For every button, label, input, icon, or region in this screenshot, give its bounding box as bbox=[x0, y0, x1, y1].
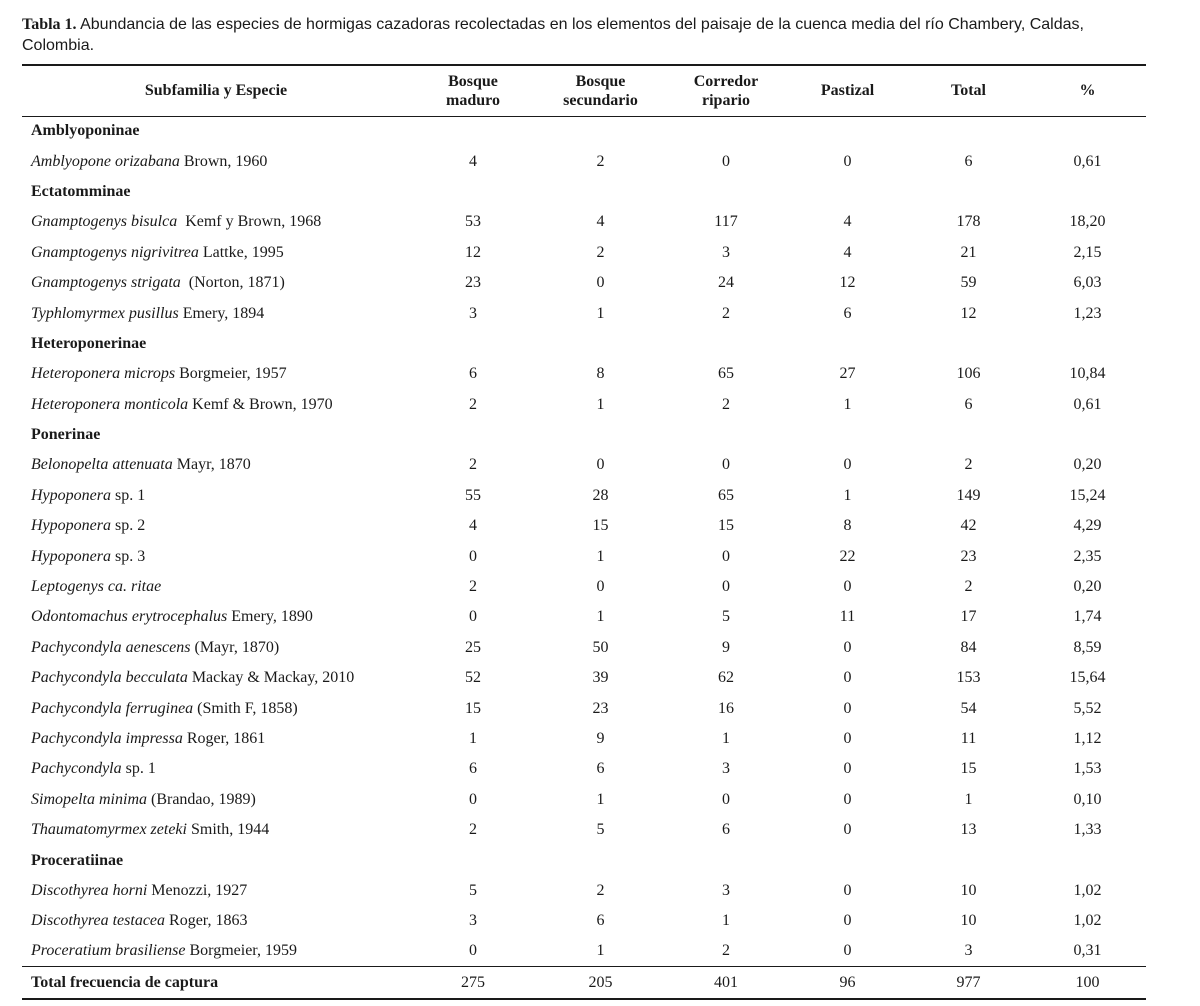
value-cell: 153 bbox=[956, 669, 981, 687]
value-cell: 0,31 bbox=[1073, 942, 1102, 960]
species-author: sp. 2 bbox=[110, 517, 146, 535]
species-name: Discothyrea testacea bbox=[31, 912, 166, 930]
value-cell: 62 bbox=[718, 669, 734, 687]
value-cell: 0 bbox=[843, 456, 852, 474]
header-line: Bosque bbox=[575, 72, 626, 90]
value-cell: 0,61 bbox=[1073, 152, 1102, 170]
species-name: Heteroponera microps bbox=[31, 365, 176, 383]
value-cell: 0 bbox=[722, 790, 730, 808]
value-cell: 24 bbox=[718, 274, 734, 292]
table-row bbox=[22, 937, 1146, 967]
species-cell bbox=[22, 541, 410, 571]
value-cell: 0 bbox=[843, 638, 852, 656]
species-name: Pachycondyla impressa bbox=[31, 730, 183, 747]
value-cell: 0 bbox=[843, 699, 852, 717]
total-cell: 205 bbox=[536, 967, 665, 999]
value-cell: 4 bbox=[469, 517, 477, 535]
header-percent bbox=[1029, 65, 1146, 116]
species-author: sp. 1 bbox=[110, 486, 146, 504]
value-cell: 0 bbox=[843, 942, 852, 960]
value-cell: 12 bbox=[960, 304, 977, 322]
species-author: Emery, 1890 bbox=[227, 608, 313, 626]
value-cell: 0 bbox=[843, 669, 852, 687]
header-bosque-maduro bbox=[410, 65, 536, 116]
value-cell: 6 bbox=[964, 395, 973, 413]
value-cell: 55 bbox=[465, 486, 481, 504]
species-name: Simopelta minima bbox=[31, 790, 147, 808]
table-row bbox=[22, 754, 1146, 784]
species-name: Pachycondyla bbox=[31, 760, 122, 778]
species-name: Hypoponera bbox=[31, 486, 111, 504]
species-cell bbox=[22, 693, 410, 723]
header-line: Corredor bbox=[693, 72, 759, 90]
species-name: Discothyrea horni bbox=[31, 881, 148, 899]
value-cell: 2 bbox=[964, 578, 973, 596]
value-cell: 3 bbox=[964, 942, 973, 960]
value-cell: 15,64 bbox=[1069, 669, 1106, 687]
header-bosque-secundario bbox=[536, 65, 665, 116]
species-cell bbox=[22, 724, 410, 754]
species-cell bbox=[22, 359, 410, 389]
species-author: (Brandao, 1989) bbox=[147, 790, 256, 808]
value-cell: 1,02 bbox=[1073, 912, 1102, 930]
table-row bbox=[22, 238, 1146, 268]
table-row bbox=[22, 207, 1146, 237]
value-cell: 59 bbox=[960, 274, 977, 292]
table-row bbox=[22, 602, 1146, 632]
total-cell: 275 bbox=[410, 967, 536, 999]
value-cell: 1,74 bbox=[1073, 608, 1102, 626]
table-row bbox=[22, 633, 1146, 663]
species-cell bbox=[22, 450, 410, 480]
species-cell bbox=[22, 207, 410, 237]
species-cell bbox=[22, 663, 410, 693]
value-cell: 4 bbox=[469, 152, 477, 170]
value-cell: 28 bbox=[592, 486, 609, 504]
species-name: Belonopelta attenuata bbox=[31, 456, 173, 474]
abundance-table bbox=[22, 64, 1146, 1000]
subfamily-label: Proceratiinae bbox=[31, 851, 124, 869]
value-cell: 5,52 bbox=[1073, 699, 1102, 717]
subfamily-row bbox=[22, 329, 1146, 359]
header-line: Subfamilia y Especie bbox=[144, 82, 288, 100]
species-cell bbox=[22, 937, 410, 967]
table-footer bbox=[22, 967, 1146, 999]
value-cell: 0 bbox=[469, 790, 477, 808]
table-row bbox=[22, 146, 1146, 176]
species-author: Kemf y Brown, 1968 bbox=[177, 213, 322, 231]
table-row bbox=[22, 876, 1146, 906]
species-name: Amblyopone orizabana bbox=[31, 152, 180, 170]
value-cell: 2,15 bbox=[1073, 243, 1102, 261]
table-row bbox=[22, 268, 1146, 298]
header-line: Bosque bbox=[448, 72, 498, 90]
species-cell bbox=[22, 572, 410, 602]
subfamily-row bbox=[22, 177, 1146, 207]
value-cell: 0 bbox=[596, 578, 605, 596]
value-cell: 0 bbox=[843, 760, 852, 778]
species-author: (Norton, 1871) bbox=[180, 274, 285, 292]
value-cell: 22 bbox=[839, 547, 856, 565]
value-cell: 1 bbox=[596, 547, 605, 565]
value-cell: 0 bbox=[843, 790, 852, 808]
value-cell: 106 bbox=[956, 365, 981, 383]
value-cell: 0 bbox=[722, 152, 730, 170]
subfamily-label: Heteroponerinae bbox=[31, 334, 147, 352]
total-cell: 96 bbox=[787, 967, 908, 999]
species-author: Roger, 1863 bbox=[165, 912, 248, 930]
value-cell: 2 bbox=[722, 942, 730, 960]
species-name: Odontomachus erytrocephalus bbox=[31, 608, 228, 626]
value-cell: 5 bbox=[722, 608, 730, 626]
species-name: Thaumatomyrmex zeteki bbox=[31, 821, 187, 839]
value-cell: 2 bbox=[596, 152, 605, 170]
value-cell: 1 bbox=[964, 790, 973, 808]
species-author: (Mayr, 1870) bbox=[190, 638, 280, 656]
value-cell: 12 bbox=[839, 274, 856, 292]
value-cell: 1 bbox=[596, 608, 605, 626]
value-cell: 25 bbox=[465, 638, 481, 656]
species-name: Heteroponera monticola bbox=[31, 395, 189, 413]
value-cell: 54 bbox=[960, 699, 977, 717]
value-cell: 3 bbox=[469, 912, 477, 930]
value-cell: 0 bbox=[843, 821, 852, 839]
value-cell: 1 bbox=[596, 790, 605, 808]
table-body bbox=[22, 116, 1146, 967]
value-cell: 0 bbox=[469, 608, 477, 626]
table-row bbox=[22, 724, 1146, 754]
value-cell: 3 bbox=[722, 881, 730, 899]
total-row bbox=[22, 967, 1146, 999]
species-name: Gnamptogenys strigata bbox=[31, 274, 181, 292]
value-cell: 52 bbox=[465, 669, 481, 687]
value-cell: 0 bbox=[596, 456, 605, 474]
species-author: Mayr, 1870 bbox=[172, 456, 251, 474]
subfamily-label: Amblyoponinae bbox=[31, 122, 140, 140]
species-name: Leptogenys ca. ritae bbox=[31, 578, 162, 596]
total-cell: 401 bbox=[665, 967, 787, 999]
value-cell: 6 bbox=[964, 152, 973, 170]
species-name: Pachycondyla becculata bbox=[31, 669, 188, 687]
value-cell: 13 bbox=[960, 821, 977, 839]
species-name: Hypoponera bbox=[31, 547, 111, 565]
total-cell: 100 bbox=[1029, 967, 1146, 999]
value-cell: 8 bbox=[843, 517, 852, 535]
value-cell: 0 bbox=[843, 730, 852, 747]
subfamily-row bbox=[22, 116, 1146, 146]
species-author: Mackay & Mackay, 2010 bbox=[187, 669, 355, 687]
value-cell: 1 bbox=[843, 395, 852, 413]
header-corredor-ripario bbox=[665, 65, 787, 116]
value-cell: 6 bbox=[722, 821, 730, 839]
value-cell: 6 bbox=[843, 304, 852, 322]
value-cell: 84 bbox=[960, 638, 977, 656]
value-cell: 2 bbox=[596, 881, 605, 899]
table-row bbox=[22, 450, 1146, 480]
value-cell: 0 bbox=[843, 881, 852, 899]
value-cell: 2 bbox=[469, 578, 477, 596]
table-row bbox=[22, 541, 1146, 571]
table-row bbox=[22, 693, 1146, 723]
value-cell: 1,12 bbox=[1073, 730, 1102, 747]
value-cell: 1,53 bbox=[1073, 760, 1102, 778]
species-cell bbox=[22, 238, 410, 268]
value-cell: 4 bbox=[843, 213, 852, 231]
species-name: Pachycondyla aenescens bbox=[31, 638, 191, 656]
value-cell: 0 bbox=[722, 456, 730, 474]
species-cell bbox=[22, 511, 410, 541]
value-cell: 11 bbox=[839, 608, 856, 626]
caption-text: Abundancia de las especies de hormigas cazadoras recolectadas en los elementos del paisaje de la cuenca media del río Chambery, Caldas, Colombia. bbox=[22, 16, 1084, 54]
value-cell: 2 bbox=[964, 456, 973, 474]
subfamily-label: Ponerinae bbox=[31, 426, 101, 444]
value-cell: 65 bbox=[718, 365, 734, 383]
value-cell: 2 bbox=[596, 243, 605, 261]
value-cell: 3 bbox=[722, 243, 730, 261]
subfamily-label: Ectatomminae bbox=[31, 182, 131, 200]
species-author: sp. 3 bbox=[110, 547, 146, 565]
species-cell bbox=[22, 815, 410, 845]
total-cell: 977 bbox=[908, 967, 1029, 999]
table-row bbox=[22, 298, 1146, 328]
value-cell: 0,10 bbox=[1073, 790, 1102, 808]
value-cell: 10 bbox=[960, 912, 977, 930]
value-cell: 9 bbox=[722, 638, 730, 656]
value-cell: 6 bbox=[596, 912, 605, 930]
table-row bbox=[22, 359, 1146, 389]
species-name: Gnamptogenys nigrivitrea bbox=[31, 243, 199, 261]
value-cell: 3 bbox=[469, 304, 477, 322]
header-line: ripario bbox=[702, 91, 750, 109]
value-cell: 117 bbox=[714, 213, 738, 231]
value-cell: 0 bbox=[469, 547, 477, 565]
total-label: Total frecuencia de captura bbox=[22, 967, 410, 999]
header-line: maduro bbox=[446, 91, 500, 109]
species-author: sp. 1 bbox=[121, 760, 156, 778]
species-author: Brown, 1960 bbox=[179, 152, 268, 170]
table-row bbox=[22, 511, 1146, 541]
value-cell: 18,20 bbox=[1069, 213, 1106, 231]
value-cell: 2 bbox=[469, 395, 477, 413]
value-cell: 42 bbox=[960, 517, 977, 535]
table-header bbox=[22, 65, 1146, 116]
value-cell: 1 bbox=[596, 395, 605, 413]
value-cell: 9 bbox=[596, 730, 605, 747]
value-cell: 0 bbox=[722, 547, 730, 565]
value-cell: 53 bbox=[465, 213, 481, 231]
value-cell: 0 bbox=[596, 274, 605, 292]
header-row bbox=[22, 65, 1146, 116]
value-cell: 149 bbox=[956, 486, 981, 504]
value-cell: 23 bbox=[592, 699, 609, 717]
value-cell: 2 bbox=[722, 304, 730, 322]
value-cell: 5 bbox=[596, 821, 605, 839]
value-cell: 4 bbox=[843, 243, 852, 261]
value-cell: 0 bbox=[843, 912, 852, 930]
value-cell: 3 bbox=[722, 760, 730, 778]
value-cell: 1,33 bbox=[1073, 821, 1102, 839]
value-cell: 1 bbox=[469, 730, 477, 747]
value-cell: 15 bbox=[718, 517, 734, 535]
species-name: Typhlomyrmex pusillus bbox=[31, 304, 179, 322]
value-cell: 12 bbox=[465, 243, 481, 261]
value-cell: 0,20 bbox=[1073, 578, 1102, 596]
value-cell: 1 bbox=[722, 912, 730, 930]
value-cell: 0 bbox=[843, 152, 852, 170]
species-cell bbox=[22, 146, 410, 176]
caption-label: Tabla 1. bbox=[22, 16, 77, 33]
species-name: Hypoponera bbox=[31, 517, 111, 535]
table-row bbox=[22, 390, 1146, 420]
value-cell: 23 bbox=[465, 274, 481, 292]
value-cell: 1 bbox=[596, 304, 605, 322]
value-cell: 15 bbox=[592, 517, 609, 535]
value-cell: 5 bbox=[469, 881, 477, 899]
value-cell: 23 bbox=[960, 547, 977, 565]
species-author: Emery, 1894 bbox=[178, 304, 265, 322]
subfamily-row bbox=[22, 845, 1146, 875]
value-cell: 0 bbox=[843, 578, 852, 596]
species-cell bbox=[22, 754, 410, 784]
species-cell bbox=[22, 268, 410, 298]
species-author: Lattke, 1995 bbox=[198, 243, 284, 261]
value-cell: 16 bbox=[718, 699, 734, 717]
value-cell: 39 bbox=[592, 669, 609, 687]
header-line: % bbox=[1079, 82, 1096, 100]
species-author: (Smith F, 1858) bbox=[193, 699, 298, 717]
species-author: Smith, 1944 bbox=[186, 821, 270, 839]
value-cell: 21 bbox=[960, 243, 977, 261]
species-name: Pachycondyla ferruginea bbox=[31, 699, 194, 717]
value-cell: 27 bbox=[839, 365, 856, 383]
value-cell: 1,23 bbox=[1073, 304, 1102, 322]
table-caption bbox=[22, 14, 1152, 56]
value-cell: 15 bbox=[465, 699, 481, 717]
value-cell: 1 bbox=[843, 486, 852, 504]
value-cell: 6,03 bbox=[1073, 274, 1102, 292]
species-cell bbox=[22, 602, 410, 632]
species-author: Kemf & Brown, 1970 bbox=[188, 395, 333, 413]
subfamily-row bbox=[22, 420, 1146, 450]
table-row bbox=[22, 785, 1146, 815]
header-subfamily-species bbox=[22, 65, 410, 116]
value-cell: 2 bbox=[469, 821, 477, 839]
species-cell bbox=[22, 298, 410, 328]
species-cell bbox=[22, 390, 410, 420]
value-cell: 8 bbox=[596, 365, 605, 383]
species-author: Borgmeier, 1957 bbox=[175, 365, 287, 383]
header-line: Pastizal bbox=[820, 82, 875, 100]
value-cell: 0,61 bbox=[1073, 395, 1102, 413]
value-cell: 10 bbox=[960, 881, 977, 899]
species-cell bbox=[22, 906, 410, 936]
table-row bbox=[22, 572, 1146, 602]
value-cell: 4 bbox=[596, 213, 605, 231]
value-cell: 2 bbox=[722, 395, 730, 413]
table-row bbox=[22, 663, 1146, 693]
table-row bbox=[22, 815, 1146, 845]
value-cell: 4,29 bbox=[1073, 517, 1102, 535]
value-cell: 17 bbox=[960, 608, 977, 626]
table-row bbox=[22, 481, 1146, 511]
species-name: Gnamptogenys bisulca bbox=[31, 213, 178, 231]
value-cell: 6 bbox=[469, 365, 477, 383]
value-cell: 15 bbox=[960, 760, 977, 778]
value-cell: 10,84 bbox=[1069, 365, 1106, 383]
species-cell bbox=[22, 481, 410, 511]
value-cell: 15,24 bbox=[1069, 486, 1106, 504]
value-cell: 1 bbox=[596, 942, 605, 960]
value-cell: 2 bbox=[469, 456, 477, 474]
value-cell: 2,35 bbox=[1073, 547, 1102, 565]
species-author: Borgmeier, 1959 bbox=[185, 942, 297, 960]
value-cell: 178 bbox=[956, 213, 981, 231]
species-author: Menozzi, 1927 bbox=[147, 881, 248, 899]
value-cell: 6 bbox=[469, 760, 477, 778]
value-cell: 0 bbox=[469, 942, 477, 960]
header-line: Total bbox=[951, 82, 986, 100]
header-line: secundario bbox=[563, 91, 638, 109]
value-cell: 0 bbox=[722, 578, 730, 596]
value-cell: 1,02 bbox=[1073, 881, 1102, 899]
table-row bbox=[22, 906, 1146, 936]
value-cell: 6 bbox=[596, 760, 605, 778]
value-cell: 1 bbox=[722, 730, 730, 747]
value-cell: 8,59 bbox=[1073, 638, 1102, 656]
value-cell: 65 bbox=[718, 486, 734, 504]
header-pastizal bbox=[787, 65, 908, 116]
header-total bbox=[908, 65, 1029, 116]
value-cell: 0,20 bbox=[1073, 456, 1102, 474]
species-author: Roger, 1861 bbox=[182, 730, 266, 747]
species-cell bbox=[22, 785, 410, 815]
value-cell: 50 bbox=[592, 638, 609, 656]
species-name: Proceratium brasiliense bbox=[31, 942, 186, 960]
species-cell bbox=[22, 633, 410, 663]
species-cell bbox=[22, 876, 410, 906]
value-cell: 11 bbox=[960, 730, 977, 747]
